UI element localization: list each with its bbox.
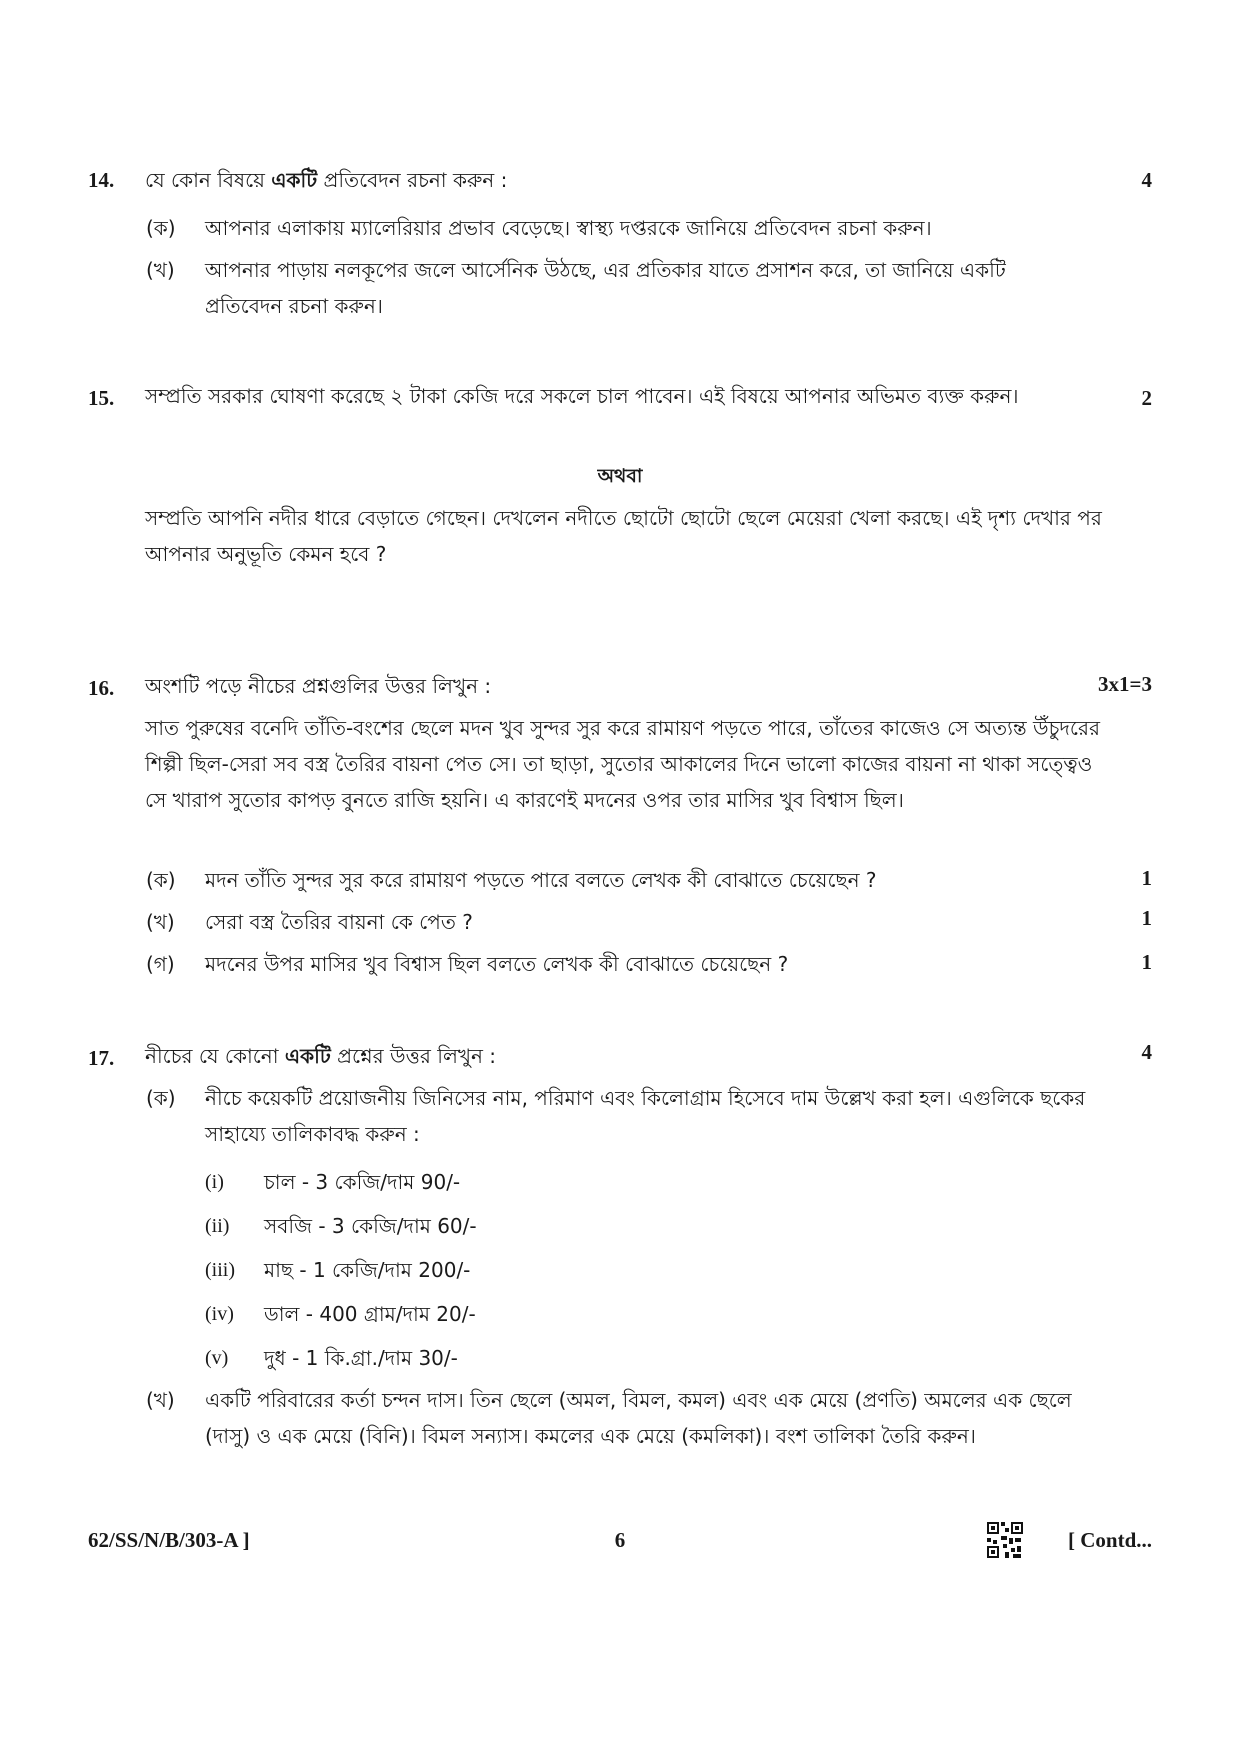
q17-marks: 4	[1141, 1040, 1152, 1064]
footer-contd: [ Contd...	[1067, 1528, 1152, 1552]
q17-option-b-label: (খ)	[146, 1388, 175, 1412]
q15-number: 15.	[88, 386, 115, 410]
q17-stem-end: প্রশ্নের উত্তর লিখুন :	[330, 1044, 497, 1068]
q16-number: 16.	[88, 676, 115, 700]
q16-sub-a-text: মদন তাঁতি সুন্দর সুর করে রামায়ণ পড়তে পারে বলতে লেখক কী বোঝাতে চেয়েছেন ?	[205, 868, 877, 892]
q14-option-a-text: আপনার এলাকায় ম্যালেরিয়ার প্রভাব বেড়েছে। স্বাস্থ্য দপ্তরকে জানিয়ে প্রতিবেদন রচনা করুন।	[205, 216, 932, 240]
q14-option-b-label: (খ)	[146, 258, 175, 282]
q17-option-a-text: নীচে কয়েকটি প্রয়োজনীয় জিনিসের নাম, পরিমাণ এবং কিলোগ্রাম হিসেবে দাম উল্লেখ করা হল। এগুলিকে ছকের সাহায্যে তালিকাবদ্ধ করুন :	[205, 1086, 1086, 1146]
footer-paper-code: 62/SS/N/B/303-A ]	[88, 1528, 250, 1552]
q17-option-a-label: (ক)	[146, 1086, 176, 1110]
q15-marks: 2	[1141, 386, 1152, 410]
q14-stem	[145, 162, 1095, 198]
q16-stem: অংশটি পড়ে নীচের প্রশ্নগুলির উত্তর লিখুন :	[145, 674, 492, 698]
footer-page-number: 6	[614, 1528, 626, 1552]
q17-item-2-roman: (ii)	[205, 1215, 230, 1237]
q16-sub-c-label: (গ)	[146, 952, 175, 976]
q17-item-4-roman: (iv)	[205, 1303, 234, 1325]
q17-item-2-text: সবজি - 3 কেজি/দাম 60/-	[264, 1214, 477, 1238]
q16-marks: 3x1=3	[1098, 672, 1152, 696]
q17-number: 17.	[88, 1046, 115, 1070]
q16-sub-b-text: সেরা বস্ত্র তৈরির বায়না কে পেত ?	[205, 910, 473, 934]
q16-sub-c-text: মদনের উপর মাসির খুব বিশ্বাস ছিল বলতে লেখক কী বোঝাতে চেয়েছেন ?	[205, 952, 789, 976]
q16-sub-a-label: (ক)	[146, 868, 176, 892]
q17-stem-text: নীচের যে কোনো	[145, 1044, 285, 1068]
q16-sub-b-label: (খ)	[146, 910, 175, 934]
q14-number: 14.	[88, 168, 115, 192]
q17-stem-bold: একটি	[284, 1044, 331, 1068]
q15-stem: সম্প্রতি সরকার ঘোষণা করেছে ২ টাকা কেজি দরে সকলে চাল পাবেন। এই বিষয়ে আপনার অভিমত ব্যক্ত করুন।	[145, 384, 1019, 408]
q17-item-5-text: দুধ - 1 কি.গ্রা./দাম 30/-	[264, 1346, 458, 1370]
q17-item-3-roman: (iii)	[205, 1259, 235, 1281]
qr-code-icon	[985, 1520, 1025, 1560]
q14-stem-end: প্রতিবেদন রচনা করুন :	[317, 168, 508, 192]
q14-option-b-text: আপনার পাড়ায় নলকূপের জলে আর্সেনিক উঠছে, এর প্রতিকার যাতে প্রসাশন করে, তা জানিয়ে একটি প্রতিবেদন রচনা করুন।	[205, 258, 1006, 318]
q16-passage: সাত পুরুষের বনেদি তাঁতি-বংশের ছেলে মদন খুব সুন্দর সুর করে রামায়ণ পড়তে পারে, তাঁতের কাজেও সে অত্যন্ত উঁচুদরের শিল্পী ছিল-সেরা সব বস্ত্র তৈরির বায়না পেত সে। তা ছাড়া, সুতোর আকালের দিনে ভালো কাজের বায়না না থাকা সত্ত্বেও সে খারাপ সুতোর কাপড় বুনতে রাজি হয়নি। এ কারণেই মদনের ওপর তার মাসির খুব বিশ্বাস ছিল।	[145, 716, 1100, 812]
q17-option-b-text: একটি পরিবারের কর্তা চন্দন দাস। তিন ছেলে (অমল, বিমল, কমল) এবং এক মেয়ে (প্রণতি) অমলের এক ছেলে (দাসু) ও এক মেয়ে (বিনি)। বিমল সন্যাস। কমলের এক মেয়ে (কমলিকা)। বংশ তালিকা তৈরি করুন।	[205, 1388, 1072, 1448]
q17-item-1-text: চাল - 3 কেজি/দাম 90/-	[264, 1170, 461, 1194]
q14-option-a-label: (ক)	[146, 216, 176, 240]
q14-stem-text: যে কোন বিষয়ে	[145, 168, 272, 192]
q17-item-5-roman: (v)	[205, 1347, 229, 1369]
q17-stem	[145, 1038, 1095, 1074]
q15-alternative: সম্প্রতি আপনি নদীর ধারে বেড়াতে গেছেন। দেখলেন নদীতে ছোটো ছোটো ছেলে মেয়েরা খেলা করছে। এই দৃশ্য দেখার পর আপনার অনুভূতি কেমন হবে ?	[145, 506, 1102, 566]
q16-sub-a-marks: 1	[1141, 866, 1152, 890]
q17-item-1-roman: (i)	[205, 1171, 224, 1193]
q14-marks: 4	[1141, 168, 1152, 192]
q17-item-4-text: ডাল - 400 গ্রাম/দাম 20/-	[264, 1302, 476, 1326]
q14-stem-bold: একটি	[271, 168, 318, 192]
q16-sub-c-marks: 1	[1141, 950, 1152, 974]
q16-sub-b-marks: 1	[1141, 906, 1152, 930]
q17-item-3-text: মাছ - 1 কেজি/দাম 200/-	[264, 1258, 471, 1282]
q15-or-label: অথবা	[597, 465, 643, 487]
